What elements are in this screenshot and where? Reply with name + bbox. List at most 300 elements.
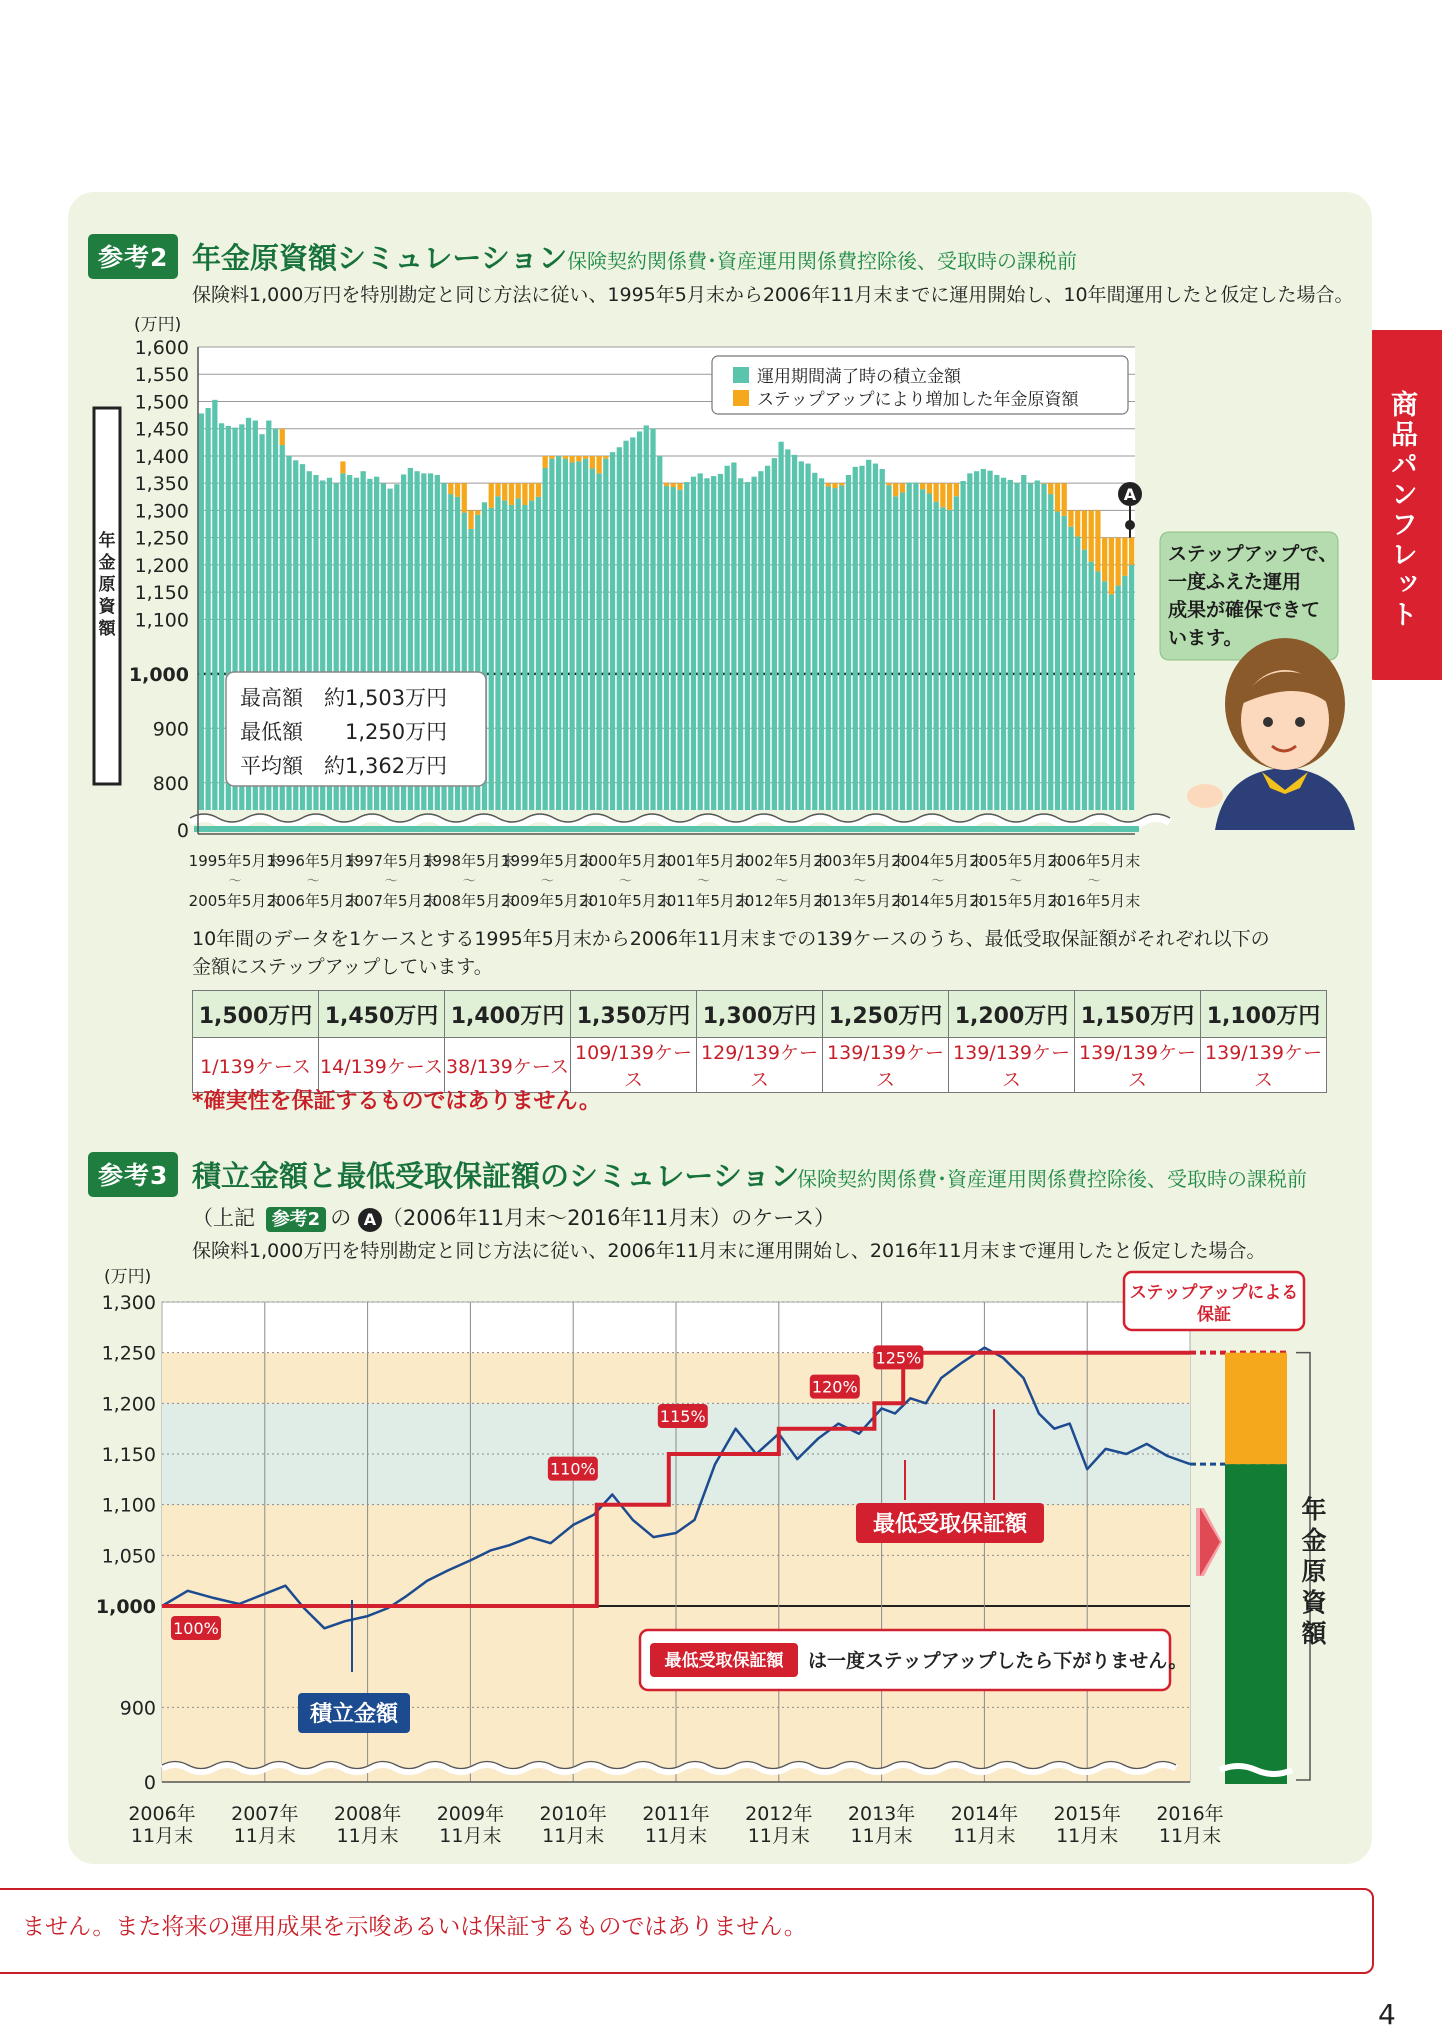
marker-a-label: A xyxy=(1123,485,1137,504)
bar-stepup xyxy=(947,483,952,510)
bar-accumulated xyxy=(1041,484,1046,810)
bar-stepup xyxy=(1068,510,1073,526)
x-tick-tilde: 〜 xyxy=(228,874,242,889)
speech-line: 一度ふえた運用 xyxy=(1168,571,1302,593)
bar-accumulated xyxy=(596,473,601,810)
result-bar-base xyxy=(1225,1464,1287,1784)
x-tick-start: 2003年5月末 xyxy=(813,852,907,870)
bar-stepup xyxy=(340,461,345,473)
bar-stepup xyxy=(280,429,285,445)
y-tick-label: 900 xyxy=(152,718,189,741)
legend-swatch-accumulated xyxy=(733,367,749,383)
bar-stepup xyxy=(832,483,837,488)
bar-accumulated xyxy=(502,501,507,810)
bar-stepup xyxy=(529,483,534,500)
speech-line: 成果が確保できて xyxy=(1168,599,1321,621)
bar-accumulated xyxy=(698,473,703,810)
bar-accumulated xyxy=(859,466,864,810)
x-tick-year: 2007年 xyxy=(231,1803,299,1825)
result-label-char: 年 xyxy=(1301,1495,1327,1524)
table-cell: 109/139ケース xyxy=(571,1038,697,1093)
bar-stepup xyxy=(1095,510,1100,571)
bar-accumulated xyxy=(1048,494,1053,810)
bar-accumulated xyxy=(873,464,878,810)
guarantee-banner-line2: 保証 xyxy=(1197,1305,1231,1325)
y-unit: (万円) xyxy=(104,1267,152,1287)
result-arrow xyxy=(1200,1508,1220,1576)
bar-accumulated xyxy=(1028,483,1033,810)
legend-swatch-stepup xyxy=(733,390,749,406)
x-tick-end: 2008年5月末 xyxy=(422,892,516,910)
case-suffix: （2006年11月末〜2016年11月末）のケース） xyxy=(381,1206,836,1230)
case-badge: 参考2 xyxy=(266,1207,327,1232)
bar-accumulated xyxy=(893,496,898,810)
table-header-cell: 1,100万円 xyxy=(1201,991,1327,1038)
bar-stepup xyxy=(671,483,676,487)
speech-line: います。 xyxy=(1168,627,1243,649)
x-tick-end: 2013年5月末 xyxy=(813,892,907,910)
bar-stepup xyxy=(549,456,554,459)
bar-stepup xyxy=(940,483,945,507)
table-header-cell: 1,350万円 xyxy=(571,991,697,1038)
bar-accumulated xyxy=(778,442,783,810)
marker-a-dot xyxy=(1125,520,1135,530)
table-cell: 139/139ケース xyxy=(949,1038,1075,1093)
bar-accumulated xyxy=(731,462,736,810)
x-tick-start: 1999年5月末 xyxy=(501,852,594,870)
x-tick-month: 11月末 xyxy=(1158,1825,1222,1847)
bar-stepup xyxy=(522,483,527,505)
side-tab-label: 商品パンフレット xyxy=(1386,390,1417,630)
x-tick-month: 11月末 xyxy=(1056,1825,1119,1847)
bar-stepup xyxy=(826,483,831,486)
bar-stepup xyxy=(576,456,581,461)
table-header-cell: 1,200万円 xyxy=(949,991,1075,1038)
y-tick-label: 1,300 xyxy=(101,1292,156,1314)
bar-accumulated xyxy=(212,400,217,810)
footer-text: ません。また将来の運用成果を示唆あるいは保証するものではありません。 xyxy=(22,1914,807,1940)
x-tick-month: 11月末 xyxy=(644,1825,708,1847)
table-cell: 139/139ケース xyxy=(1075,1038,1201,1093)
character-body xyxy=(1215,768,1355,830)
bar-accumulated xyxy=(630,437,635,810)
bar-accumulated xyxy=(1116,586,1121,810)
y-tick-label: 0 xyxy=(176,820,189,842)
y-axis-title-char: 金 xyxy=(98,553,116,573)
bar-accumulated xyxy=(563,459,568,810)
x-tick-start: 2005年5月末 xyxy=(969,852,1063,870)
bar-accumulated xyxy=(1035,480,1040,810)
accumulated-label: 積立金額 xyxy=(309,1702,399,1727)
bar-stepup xyxy=(563,456,568,459)
x-tick-tilde: 〜 xyxy=(618,874,632,889)
x-tick-end: 2015年5月末 xyxy=(969,892,1063,910)
bar-accumulated xyxy=(610,452,615,810)
bar-accumulated xyxy=(947,510,952,810)
step-label: 115% xyxy=(659,1407,706,1426)
x-tick-end: 2012年5月末 xyxy=(735,892,828,910)
bar-accumulated xyxy=(940,507,945,810)
bar-accumulated xyxy=(529,501,534,810)
bar-accumulated xyxy=(637,431,642,810)
y-label-box xyxy=(94,408,120,784)
bar-stepup xyxy=(934,483,939,502)
x-tick-month: 11月末 xyxy=(542,1825,605,1847)
step-label: 110% xyxy=(549,1459,596,1479)
x-tick-tilde: 〜 xyxy=(384,874,398,889)
bar-accumulated xyxy=(832,488,837,810)
bar-accumulated xyxy=(650,429,655,810)
note-text: は一度ステップアップしたら下がりません。 xyxy=(808,1650,1188,1672)
bar-stepup xyxy=(502,483,507,500)
bar-accumulated xyxy=(738,478,743,810)
y-tick-label: 1,300 xyxy=(134,500,189,523)
table-cell: 139/139ケース xyxy=(1201,1038,1327,1093)
bar-accumulated xyxy=(994,475,999,810)
bar-accumulated xyxy=(590,468,595,810)
bar-accumulated xyxy=(583,459,588,810)
bar-accumulated xyxy=(987,471,992,810)
x-tick-end: 2009年5月末 xyxy=(501,892,594,910)
result-label-char: 額 xyxy=(1301,1619,1327,1648)
x-tick-tilde: 〜 xyxy=(306,874,320,889)
bar-accumulated xyxy=(826,486,831,810)
stepup-case-table xyxy=(192,990,1327,1093)
bar-accumulated xyxy=(974,471,979,810)
bar-base-strip xyxy=(194,826,1139,832)
bar-accumulated xyxy=(199,413,204,810)
y-tick-label: 1,600 xyxy=(134,337,189,359)
bar-accumulated xyxy=(866,460,871,810)
x-tick-year: 2008年 xyxy=(333,1803,402,1825)
bar-accumulated xyxy=(623,441,628,810)
bar-accumulated xyxy=(576,461,581,810)
bar-stepup xyxy=(1102,538,1107,582)
x-tick-tilde: 〜 xyxy=(853,874,867,889)
bar-accumulated xyxy=(219,423,224,810)
bar-stepup xyxy=(1116,538,1121,586)
bar-stepup xyxy=(509,483,514,505)
bar-stepup xyxy=(1075,510,1080,536)
y-tick-label: 1,150 xyxy=(101,1444,156,1466)
bar-stepup xyxy=(468,510,473,529)
step-label: 120% xyxy=(811,1377,858,1397)
x-tick-start: 1998年5月末 xyxy=(422,852,516,870)
bar-accumulated xyxy=(1014,483,1019,810)
y-axis-title-char: 額 xyxy=(98,619,116,639)
y-tick-label: 1,350 xyxy=(134,473,189,496)
bar-stepup xyxy=(1089,510,1094,561)
y-unit: (万円) xyxy=(134,315,182,335)
bar-accumulated xyxy=(1068,527,1073,810)
bar-accumulated xyxy=(489,508,494,810)
y-tick-label: 1,000 xyxy=(95,1596,156,1618)
bar-accumulated xyxy=(1008,480,1013,810)
case-marker-a: A xyxy=(358,1208,382,1232)
bar-stepup xyxy=(536,483,541,497)
bar-accumulated xyxy=(205,408,210,810)
y-tick-label: 1,200 xyxy=(134,554,189,577)
table-header-row xyxy=(193,991,1327,1038)
guarantee-label: 最低受取保証額 xyxy=(872,1512,1028,1537)
x-tick-start: 2006年5月末 xyxy=(1047,852,1141,870)
bar-accumulated xyxy=(927,494,932,810)
bar-accumulated xyxy=(495,496,500,810)
bar-accumulated xyxy=(657,456,662,810)
x-tick-month: 11月末 xyxy=(953,1825,1016,1847)
table-header-cell: 1,500万円 xyxy=(193,991,319,1038)
result-bar-stepup xyxy=(1225,1353,1287,1464)
bar-accumulated xyxy=(1082,550,1087,810)
x-tick-start: 1997年5月末 xyxy=(344,852,438,870)
bar-accumulated xyxy=(691,477,696,810)
bar-accumulated xyxy=(644,425,649,810)
legend-label-accumulated: 運用期間満了時の積立金額 xyxy=(757,367,961,387)
axis-break-wave xyxy=(190,814,1170,822)
bar-accumulated xyxy=(913,483,918,810)
bar-accumulated xyxy=(1102,581,1107,810)
table-cell: 1/139ケース xyxy=(193,1038,319,1093)
bar-accumulated xyxy=(752,477,757,810)
bar-accumulated xyxy=(934,502,939,810)
bar-accumulated xyxy=(704,478,709,810)
note-chip-label: 最低受取保証額 xyxy=(664,1651,784,1671)
step-label: 125% xyxy=(875,1348,922,1368)
bar-accumulated xyxy=(684,482,689,810)
bar-stepup xyxy=(920,483,925,489)
bar-stepup xyxy=(583,456,588,459)
bar-accumulated xyxy=(765,466,770,810)
x-tick-end: 2007年5月末 xyxy=(344,892,438,910)
bar-accumulated xyxy=(981,469,986,810)
bar-accumulated xyxy=(772,458,777,810)
x-tick-tilde: 〜 xyxy=(462,874,476,889)
x-tick-month: 11月末 xyxy=(439,1825,502,1847)
x-tick-tilde: 〜 xyxy=(931,874,945,889)
bar-accumulated xyxy=(805,464,810,810)
summary-min: 最低額 1,250万円 xyxy=(240,720,448,744)
bar-stepup xyxy=(590,456,595,469)
x-tick-end: 2010年5月末 xyxy=(579,892,672,910)
ref3-description: 保険料1,000万円を特別勘定と同じ方法に従い、2006年11月末に運用開始し、2016年11月末まで運用したと仮定した場合。 xyxy=(192,1240,1266,1262)
x-tick-month: 11月末 xyxy=(336,1825,399,1847)
x-tick-year: 2010年 xyxy=(539,1803,607,1825)
bar-accumulated xyxy=(1122,576,1127,810)
footer-notice xyxy=(0,1888,1374,1974)
y-tick-label: 900 xyxy=(119,1697,156,1720)
bar-accumulated xyxy=(920,489,925,810)
y-tick-label: 1,050 xyxy=(101,1545,156,1568)
legend-label-stepup: ステップアップにより増加した年金原資額 xyxy=(757,390,1079,410)
y-tick-label: 1,000 xyxy=(128,663,189,686)
bar-stepup xyxy=(886,483,891,485)
bar-accumulated xyxy=(1095,571,1100,810)
y-tick-label: 800 xyxy=(152,772,189,795)
bar-accumulated xyxy=(677,490,682,810)
bar-accumulated xyxy=(1129,565,1134,810)
bar-accumulated xyxy=(569,462,574,810)
x-tick-start: 2002年5月末 xyxy=(735,852,828,870)
bar-stepup xyxy=(1048,483,1053,494)
bar-accumulated xyxy=(745,482,750,810)
result-label-char: 原 xyxy=(1301,1557,1327,1586)
step-label: 100% xyxy=(173,1619,219,1638)
disclaimer-note: *確実性を保証するものではありません。 xyxy=(192,1089,601,1114)
y-tick-label: 1,500 xyxy=(134,391,189,414)
bar-accumulated xyxy=(509,505,514,810)
bar-accumulated xyxy=(603,459,608,810)
x-tick-month: 11月末 xyxy=(850,1825,913,1847)
case-prefix: （上記 xyxy=(192,1206,255,1230)
x-tick-year: 2011年 xyxy=(642,1803,710,1825)
bar-stepup xyxy=(516,483,521,498)
x-tick-tilde: 〜 xyxy=(540,874,554,889)
x-tick-year: 2015年 xyxy=(1053,1803,1121,1825)
x-tick-end: 2014年5月末 xyxy=(891,892,985,910)
ref2-title: 年金原資額シミュレーション xyxy=(192,241,568,275)
y-tick-label: 1,250 xyxy=(134,527,189,550)
x-tick-end: 2011年5月末 xyxy=(657,892,750,910)
bar-accumulated xyxy=(1109,594,1114,810)
bar-stepup xyxy=(569,456,574,463)
speech-line: ステップアップで、 xyxy=(1168,543,1338,565)
table-header-cell: 1,300万円 xyxy=(697,991,823,1038)
y-tick-label: 1,250 xyxy=(101,1342,156,1365)
x-tick-tilde: 〜 xyxy=(697,874,711,889)
x-tick-tilde: 〜 xyxy=(775,874,789,889)
x-tick-end: 2005年5月末 xyxy=(188,892,282,910)
y-tick-label: 1,550 xyxy=(134,364,189,387)
y-axis-title-char: 原 xyxy=(98,575,116,595)
bar-accumulated xyxy=(954,496,959,810)
guarantee-line-chart xyxy=(0,1250,1442,1850)
bar-stepup xyxy=(603,456,608,459)
x-tick-year: 2013年 xyxy=(847,1803,916,1825)
bar-accumulated xyxy=(819,478,824,810)
x-tick-start: 2004年5月末 xyxy=(891,852,985,870)
bar-accumulated xyxy=(536,497,541,810)
y-axis-title-char: 資 xyxy=(98,597,116,617)
bar-accumulated xyxy=(522,505,527,810)
bar-accumulated xyxy=(792,455,797,810)
x-tick-year: 2009年 xyxy=(436,1803,505,1825)
x-tick-year: 2016年 xyxy=(1156,1803,1224,1825)
bar-stepup xyxy=(664,483,669,486)
bar-accumulated xyxy=(900,492,905,810)
bar-stepup xyxy=(927,483,932,493)
table-header-cell: 1,400万円 xyxy=(445,991,571,1038)
bar-accumulated xyxy=(758,471,763,810)
bar-accumulated xyxy=(853,467,858,810)
bar-accumulated xyxy=(785,449,790,810)
y-tick-label: 1,100 xyxy=(101,1494,156,1517)
bar-stepup xyxy=(543,456,548,468)
bar-stepup xyxy=(475,510,480,514)
ref2-note-line1: 10年間のデータを1ケースとする1995年5月末から2006年11月末までの139ケースのうち、最低受取保証額がそれぞれ以下の xyxy=(192,928,1270,950)
result-label-char: 金 xyxy=(1301,1526,1327,1555)
bar-accumulated xyxy=(1089,562,1094,810)
table-cell: 14/139ケース xyxy=(319,1038,445,1093)
ref2-badge: 参考2 xyxy=(88,234,178,279)
bar-accumulated xyxy=(671,487,676,810)
bar-stepup xyxy=(596,456,601,473)
bar-accumulated xyxy=(516,498,521,810)
ref2-description: 保険料1,000万円を特別勘定と同じ方法に従い、1995年5月末から2006年11月末までに運用開始し、10年間運用したと仮定した場合。 xyxy=(192,284,1354,306)
bar-stepup xyxy=(455,483,460,497)
bar-accumulated xyxy=(967,473,972,810)
page-number: 4 xyxy=(1378,1998,1396,2031)
bar-stepup xyxy=(677,483,682,490)
x-tick-start: 2000年5月末 xyxy=(579,852,672,870)
bar-stepup xyxy=(448,483,453,494)
table-cell: 38/139ケース xyxy=(445,1038,571,1093)
x-tick-year: 2006年 xyxy=(128,1803,196,1825)
y-tick-label: 1,400 xyxy=(134,445,189,468)
bar-stepup xyxy=(893,483,898,496)
bar-accumulated xyxy=(1021,475,1026,810)
bar-stepup xyxy=(1122,538,1127,576)
ref3-subtitle: 保険契約関係費･資産運用関係費控除後、受取時の課税前 xyxy=(797,1167,1307,1191)
character-eye-left xyxy=(1263,717,1273,727)
table-header-cell: 1,150万円 xyxy=(1075,991,1201,1038)
y-tick-label: 1,450 xyxy=(134,418,189,441)
bar-accumulated xyxy=(1055,512,1060,810)
bar-stepup xyxy=(839,483,844,485)
guarantee-banner-line1: ステップアップによる xyxy=(1129,1283,1299,1303)
bar-accumulated xyxy=(549,459,554,810)
bar-stepup xyxy=(1109,538,1114,595)
x-tick-start: 1996年5月末 xyxy=(266,852,360,870)
bar-stepup xyxy=(1129,538,1134,565)
bar-accumulated xyxy=(711,476,716,810)
bar-accumulated xyxy=(556,456,561,810)
bar-accumulated xyxy=(1075,537,1080,810)
bar-accumulated xyxy=(839,485,844,810)
ref3-case-line xyxy=(192,1202,835,1232)
x-tick-tilde: 〜 xyxy=(1087,874,1101,889)
summary-max: 最高額 約1,503万円 xyxy=(240,686,448,710)
x-tick-start: 1995年5月末 xyxy=(188,852,282,870)
table-header-cell: 1,250万円 xyxy=(823,991,949,1038)
result-label-char: 資 xyxy=(1301,1588,1327,1617)
ref3-title: 積立金額と最低受取保証額のシミュレーション xyxy=(192,1159,800,1193)
x-tick-month: 11月末 xyxy=(130,1825,194,1847)
bar-accumulated xyxy=(664,486,669,810)
y-tick-label: 0 xyxy=(143,1772,156,1794)
bar-accumulated xyxy=(880,469,885,810)
y-tick-label: 1,100 xyxy=(134,609,189,632)
x-tick-month: 11月末 xyxy=(747,1825,810,1847)
bar-stepup xyxy=(462,483,467,512)
x-tick-year: 2014年 xyxy=(950,1803,1019,1825)
bar-stepup xyxy=(1041,483,1046,484)
bar-stepup xyxy=(954,483,959,496)
bar-accumulated xyxy=(799,461,804,810)
y-tick-label: 1,150 xyxy=(134,582,189,605)
y-tick-label: 1,200 xyxy=(101,1393,156,1416)
x-tick-start: 2001年5月末 xyxy=(657,852,750,870)
x-tick-month: 11月末 xyxy=(233,1825,296,1847)
bar-accumulated xyxy=(812,473,817,810)
x-tick-end: 2006年5月末 xyxy=(266,892,360,910)
bar-stepup xyxy=(1062,483,1067,516)
bar-stepup xyxy=(1055,483,1060,511)
bar-accumulated xyxy=(617,447,622,810)
bar-accumulated xyxy=(725,466,730,810)
y-axis-title-char: 年 xyxy=(98,531,116,551)
bar-stepup xyxy=(900,483,905,492)
character-hand xyxy=(1187,784,1223,808)
